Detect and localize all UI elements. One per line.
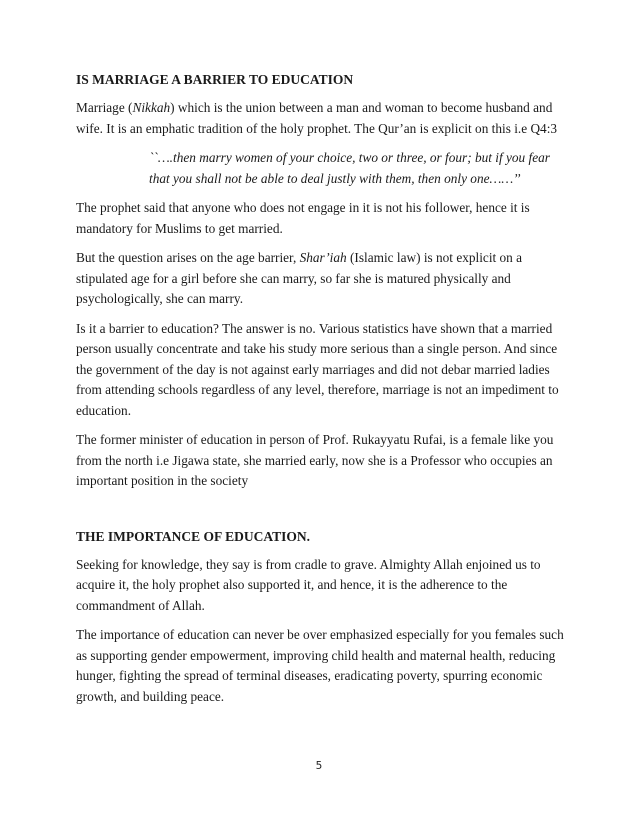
text-run: Marriage (: [76, 100, 133, 115]
section-heading-importance: THE IMPORTANCE OF EDUCATION.: [76, 528, 311, 544]
paragraph-former-minister: The former minister of education in person of Prof. Rukayyatu Rufai, is a female like you from the north i.e Jigawa state, she married early, now she is a Professor who occupies an important position in the society: [76, 432, 554, 488]
page-number: 5: [315, 760, 323, 772]
paragraph-marriage-definition: [76, 98, 566, 139]
quran-quote: ``….then marry women of your choice, two or three, or four; but if you fear that you shall not be able to deal justly with them, then only one……’’: [149, 150, 550, 186]
text-run: But the question arises on the age barrier,: [76, 250, 300, 265]
paragraph-seeking-knowledge: Seeking for knowledge, they say is from cradle to grave. Almighty Allah enjoined us to acquire it, the holy prophet also supported it, and hence, it is the adherence to the commandment of Allah.: [76, 556, 541, 613]
paragraph-importance-list: The importance of education can never be over emphasized especially for you females such as supporting gender empowerment, improving child health and maternal health, reducing hunger, fighting the spread of terminal diseases, eradicating poverty, spurring economic growth, and building peace.: [76, 627, 564, 704]
page-content: [76, 70, 566, 716]
text-run: (Islamic law) is not explicit on a stipulated age for a girl before she can marry, so far she is matured physically and psychologically, she can marry.: [76, 250, 523, 306]
paragraph-prophet-saying: The prophet said that anyone who does not engage in it is not his follower, hence it is mandatory for Muslims to get married.: [76, 200, 530, 236]
italic-term-nikkah: Nikkah: [132, 100, 171, 115]
italic-term-shariah: Shar’iah: [299, 250, 347, 265]
section-spacer: [76, 501, 566, 527]
paragraph-barrier-question: Is it a barrier to education? The answer is no. Various statistics have shown that a married person usually concentrate and take his study more serious than a single person. And since the government of the day is not against early marriages and did not debar married ladies from attending schools regardless of any level, therefore, marriage is not an impediment to education.: [76, 320, 559, 418]
paragraph-age-barrier: [76, 248, 566, 310]
section-heading-marriage: IS MARRIAGE A BARRIER TO EDUCATION: [76, 72, 354, 87]
text-run: ) which is the union between a man and woman to become husband and wife. It is an emphatic tradition of the holy prophet. The Qur’an is explicit on this i.e Q4:3: [76, 100, 558, 136]
